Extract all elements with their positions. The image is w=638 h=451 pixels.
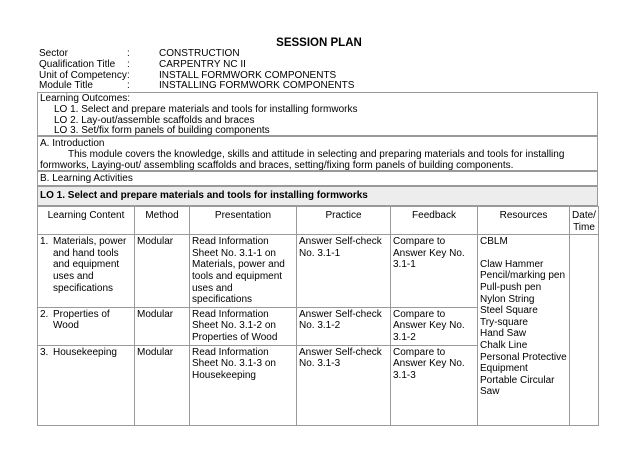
resource-item: CBLM (480, 236, 508, 248)
table-row (38, 235, 599, 308)
row-number: 1. (40, 236, 49, 248)
content-cell (38, 235, 135, 308)
resource-item: Pull-push pen (480, 281, 542, 293)
learning-outcomes-box (37, 92, 598, 136)
header-feedback: Feedback (391, 207, 478, 235)
header-resources: Resources (478, 207, 570, 235)
feedback-cell: Compare to Answer Key No. 3.1-1 (391, 235, 478, 308)
meta-label: Unit of Competency (39, 69, 127, 81)
header-practice: Practice (297, 207, 391, 235)
resource-item: Steel Square (480, 305, 538, 317)
practice-cell: Answer Self-check No. 3.1-3 (297, 345, 391, 425)
meta-value: CARPENTRY NC II (159, 58, 246, 70)
header-learning-content: Learning Content (38, 207, 135, 235)
table-header-row (38, 207, 599, 235)
activities-table (37, 206, 599, 426)
meta-label: Module Title (39, 80, 93, 92)
introduction-heading: A. Introduction (40, 138, 105, 149)
resource-item: Personal Protective Equipment (480, 351, 567, 375)
resource-item: Hand Saw (480, 328, 527, 340)
resource-item: Claw Hammer (480, 258, 544, 270)
presentation-cell: Read Information Sheet No. 3.1-3 on Housekeeping (190, 345, 297, 425)
feedback-cell: Compare to Answer Key No. 3.1-2 (391, 307, 478, 345)
presentation-cell: Read Information Sheet No. 3.1-2 on Properties of Wood (190, 307, 297, 345)
introduction-text: This module covers the knowledge, skills and attitude in selecting and preparing materials and tools for installing formworks, Laying-out/ assembling scaffolds and braces, setting/fixing form panels of building components. (40, 149, 565, 171)
header-presentation: Presentation (190, 207, 297, 235)
meta-block (39, 49, 354, 92)
meta-row-qualification (39, 60, 354, 71)
resource-item: Try-square (480, 316, 528, 328)
practice-cell: Answer Self-check No. 3.1-2 (297, 307, 391, 345)
meta-colon: : (127, 48, 130, 59)
row-number: 3. (40, 346, 49, 358)
learning-content: Materials, power and hand tools and equipment uses and specifications (53, 236, 127, 294)
resource-item: Chalk Line (480, 339, 528, 351)
method-cell: Modular (135, 307, 190, 345)
resource-item: Portable Circular Saw (480, 374, 555, 398)
resource-item: Pencil/marking pen (480, 270, 566, 282)
meta-colon: : (127, 69, 130, 81)
content-cell (38, 345, 135, 425)
learning-outcome-item: LO 3. Set/fix form panels of building components (54, 125, 270, 137)
row-number: 2. (40, 308, 49, 320)
header-date-time: Date/ Time (570, 207, 599, 235)
lo1-heading: LO 1. Select and prepare materials and tools for installing formworks (37, 186, 598, 206)
content-cell (38, 307, 135, 345)
date-time-cell (570, 235, 599, 425)
meta-colon: : (127, 58, 130, 70)
meta-label: Qualification Title (39, 58, 116, 70)
header-method: Method (135, 207, 190, 235)
meta-colon: : (127, 80, 130, 92)
resources-cell (478, 235, 570, 425)
method-cell: Modular (135, 345, 190, 425)
introduction-box (37, 136, 598, 171)
learning-content: Properties of Wood (53, 308, 110, 332)
meta-value: CONSTRUCTION (159, 48, 240, 59)
meta-row-module (39, 81, 354, 92)
practice-cell: Answer Self-check No. 3.1-1 (297, 235, 391, 308)
presentation-cell: Read Information Sheet No. 3.1-1 on Materials, power and tools and equipment uses and specifications (190, 235, 297, 308)
meta-value: INSTALL FORMWORK COMPONENTS (159, 69, 337, 81)
meta-value: INSTALLING FORMWORK COMPONENTS (159, 80, 355, 92)
resource-item: Nylon String (480, 293, 535, 305)
page-title: SESSION PLAN (276, 37, 362, 49)
learning-activities-heading: B. Learning Activities (37, 171, 598, 186)
learning-content: Housekeeping (53, 346, 117, 358)
method-cell: Modular (135, 235, 190, 308)
learning-outcomes-heading: Learning Outcomes: (40, 93, 131, 104)
feedback-cell: Compare to Answer Key No. 3.1-3 (391, 345, 478, 425)
meta-label: Sector (39, 48, 68, 59)
learning-outcome-item: LO 1. Select and prepare materials and tools for installing formworks (54, 103, 358, 115)
learning-outcome-item: LO 2. Lay-out/assemble scaffolds and braces (54, 114, 255, 126)
